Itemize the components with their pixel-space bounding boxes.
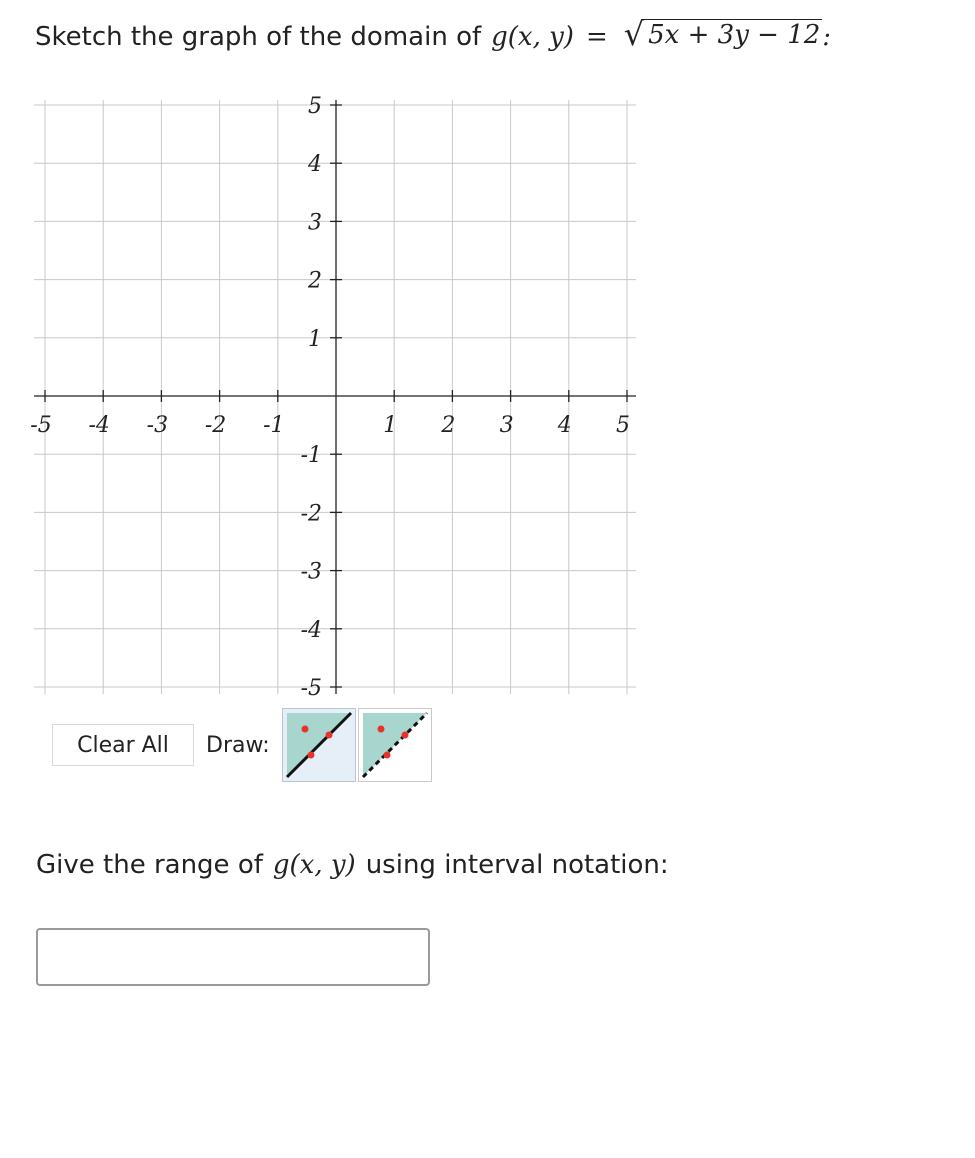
- x-tick-label: -3: [146, 413, 169, 438]
- x-tick-label: -1: [263, 413, 285, 438]
- y-tick-label: 5: [308, 94, 322, 119]
- clear-all-button[interactable]: Clear All: [52, 724, 194, 766]
- draw-toolbar: [52, 708, 434, 782]
- x-tick-label: 3: [499, 413, 514, 438]
- radical-icon: √: [623, 15, 645, 53]
- range-prompt-after: using interval notation:: [365, 850, 669, 880]
- x-tick-label: -5: [30, 413, 52, 438]
- range-function-name: g(x, y): [272, 850, 356, 880]
- x-tick-label: -4: [88, 413, 110, 438]
- equals-sign: =: [585, 22, 608, 52]
- y-tick-label: 3: [308, 210, 322, 236]
- y-tick-label: 1: [308, 326, 322, 352]
- y-tick-label: -3: [300, 559, 322, 585]
- x-tick-label: 2: [441, 413, 456, 438]
- y-tick-label: 4: [308, 152, 322, 178]
- x-tick-label: -2: [204, 413, 227, 438]
- dashed-line-region-tool[interactable]: [358, 708, 432, 782]
- x-tick-label: 5: [616, 413, 630, 438]
- y-tick-label: -5: [300, 676, 322, 700]
- y-tick-label: -1: [300, 443, 322, 469]
- prompt-colon: :: [822, 22, 832, 52]
- range-prompt: [36, 850, 669, 880]
- draw-label: Draw:: [206, 732, 270, 758]
- x-tick-label: 1: [383, 413, 398, 438]
- solid-line-region-icon: [285, 711, 353, 779]
- y-tick-label: -4: [300, 617, 322, 643]
- y-tick-label: -2: [300, 501, 322, 527]
- x-tick-label: 4: [557, 413, 572, 438]
- solid-line-region-tool[interactable]: [282, 708, 356, 782]
- range-answer-input[interactable]: [36, 928, 430, 986]
- dashed-line-region-icon: [361, 711, 429, 779]
- y-tick-label: 2: [308, 268, 322, 294]
- prompt-text: Sketch the graph of the domain of: [35, 22, 482, 52]
- range-prompt-before: Give the range of: [36, 850, 263, 880]
- radicand: 5x + 3y − 12: [644, 19, 822, 50]
- function-name: g(x, y): [491, 22, 574, 52]
